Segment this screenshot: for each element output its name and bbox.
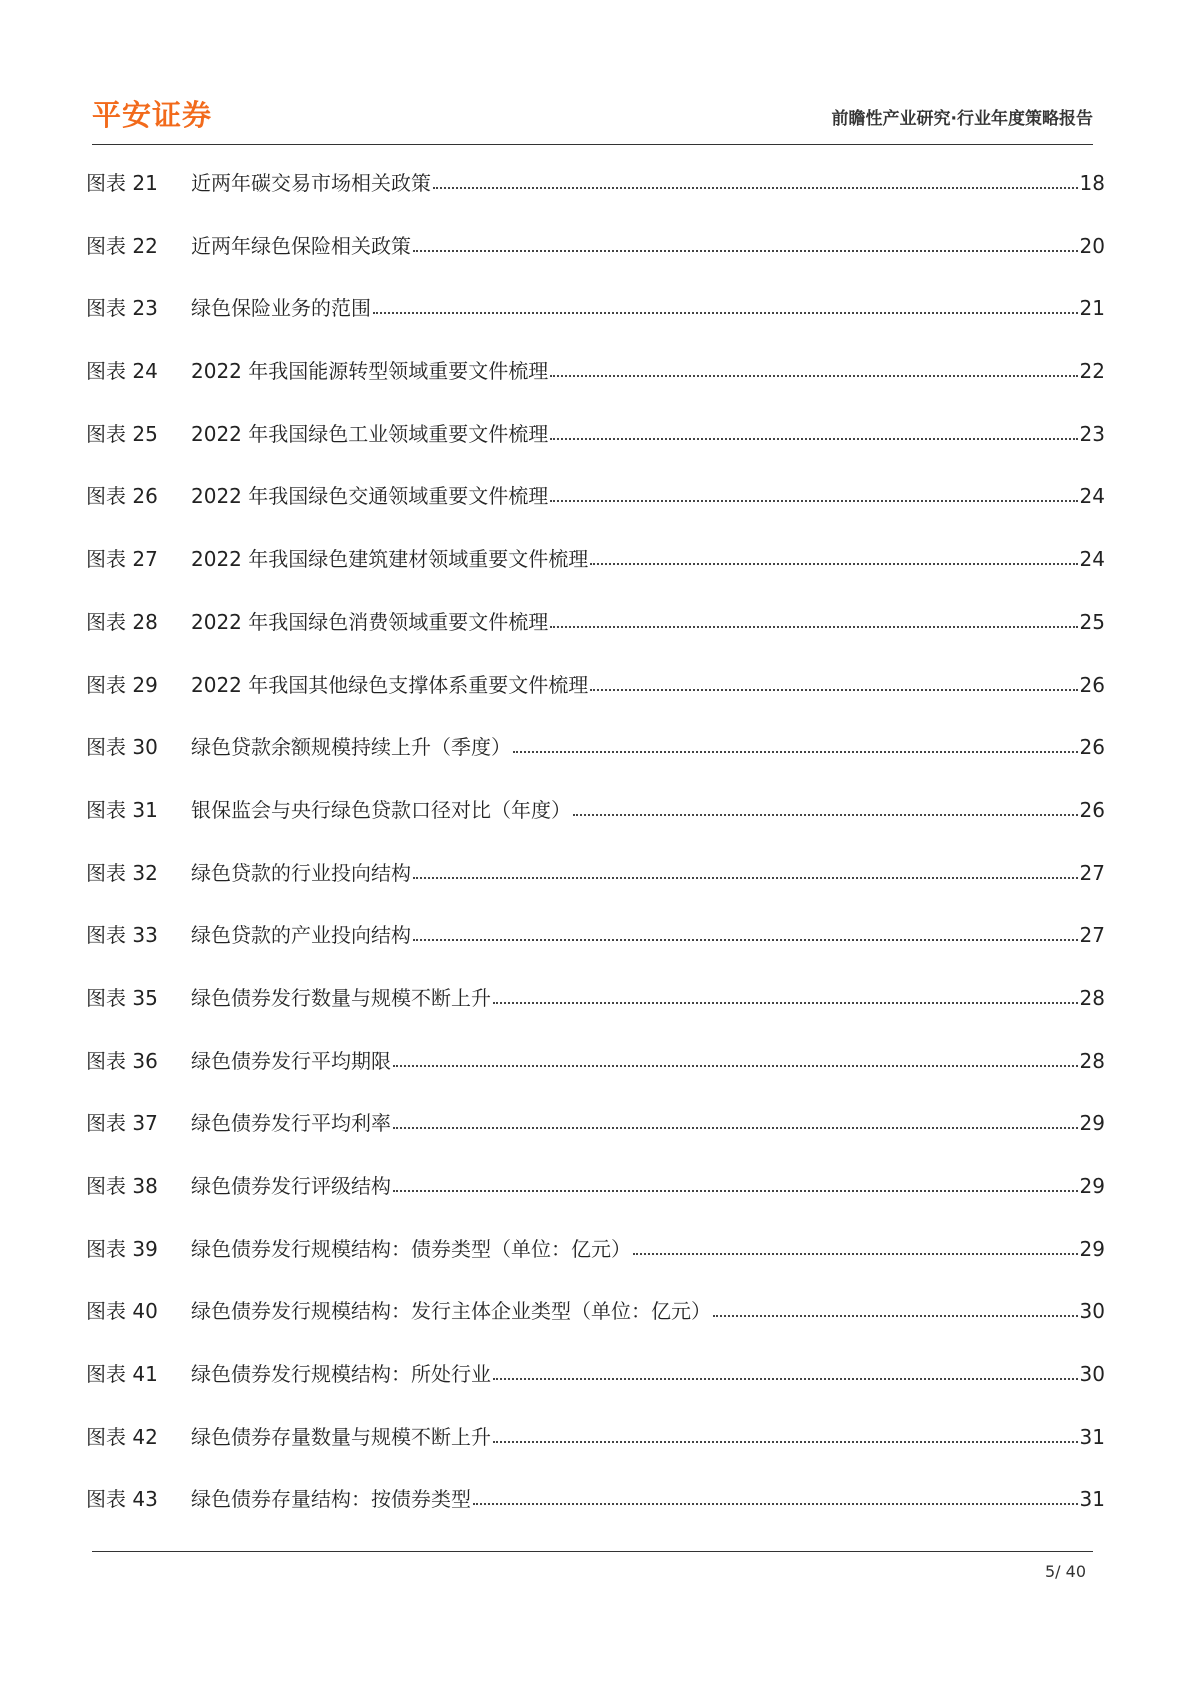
toc-entry[interactable] xyxy=(86,171,1105,234)
toc-page-number: 24 xyxy=(1079,484,1105,509)
toc-leader-dots xyxy=(413,877,1078,879)
toc-figure-title: 绿色债券发行平均期限 xyxy=(191,1048,391,1073)
toc-figure-label: 图表 23 xyxy=(86,296,158,321)
toc-leader-dots xyxy=(413,939,1078,941)
toc-figure-title: 2022 年我国能源转型领域重要文件梳理 xyxy=(191,359,549,384)
toc-leader-dots xyxy=(713,1315,1078,1317)
report-title: 前瞻性产业研究·行业年度策略报告 xyxy=(831,109,1093,129)
header-divider xyxy=(92,144,1093,145)
toc-page-number: 28 xyxy=(1079,985,1105,1010)
toc-page-number: 23 xyxy=(1079,421,1105,446)
toc-figure-label: 图表 26 xyxy=(86,484,158,509)
toc-entry[interactable] xyxy=(86,234,1105,297)
toc-leader-dots xyxy=(373,312,1078,314)
toc-figure-title: 2022 年我国绿色交通领域重要文件梳理 xyxy=(191,484,549,509)
toc-figure-title: 绿色债券存量结构：按债券类型 xyxy=(191,1487,471,1512)
toc-figure-title: 绿色债券发行评级结构 xyxy=(191,1174,391,1198)
toc-figure-title: 2022 年我国绿色工业领域重要文件梳理 xyxy=(191,421,549,446)
toc-leader-dots xyxy=(573,814,1078,816)
toc-figure-title: 绿色保险业务的范围 xyxy=(191,296,371,321)
toc-figure-label: 图表 40 xyxy=(86,1299,158,1324)
toc-figure-label: 图表 41 xyxy=(86,1362,158,1387)
toc-figure-title: 绿色债券发行平均利率 xyxy=(191,1111,391,1136)
toc-leader-dots xyxy=(590,689,1077,691)
toc-page-number: 26 xyxy=(1079,797,1105,822)
toc-leader-dots xyxy=(513,751,1078,753)
toc-entry[interactable] xyxy=(86,1425,1105,1488)
toc-leader-dots xyxy=(590,563,1077,565)
toc-entry[interactable] xyxy=(86,1487,1105,1550)
toc-entry[interactable] xyxy=(86,735,1105,798)
toc-page-number: 29 xyxy=(1079,1111,1105,1136)
toc-figure-label: 图表 22 xyxy=(86,233,158,258)
toc-figure-label: 图表 27 xyxy=(86,547,158,572)
toc-leader-dots xyxy=(493,1002,1078,1004)
toc-figure-label: 图表 24 xyxy=(86,359,158,384)
toc-figure-label: 图表 31 xyxy=(86,797,158,822)
toc-entry[interactable] xyxy=(86,798,1105,861)
toc-figure-title: 绿色债券发行规模结构：债券类型（单位：亿元） xyxy=(191,1236,631,1261)
toc-page-number: 26 xyxy=(1079,672,1105,697)
toc-figure-title: 2022 年我国绿色消费领域重要文件梳理 xyxy=(191,609,549,634)
toc-entry[interactable] xyxy=(86,422,1105,485)
toc-figure-label: 图表 28 xyxy=(86,609,158,634)
toc-entry[interactable] xyxy=(86,547,1105,610)
toc-figure-label: 图表 30 xyxy=(86,735,158,760)
toc-figure-label: 图表 32 xyxy=(86,860,158,885)
toc-leader-dots xyxy=(413,250,1078,252)
toc-page-number: 21 xyxy=(1079,296,1105,321)
toc-entry[interactable] xyxy=(86,1111,1105,1174)
toc-figure-title: 绿色贷款的产业投向结构 xyxy=(191,923,411,948)
toc-page-number: 27 xyxy=(1079,923,1105,948)
footer-divider xyxy=(92,1551,1093,1552)
toc-figure-label: 图表 21 xyxy=(86,171,158,195)
toc-leader-dots xyxy=(550,500,1077,502)
toc-figure-title: 绿色债券存量数量与规模不断上升 xyxy=(191,1424,491,1449)
toc-leader-dots xyxy=(633,1253,1078,1255)
toc-page-number: 25 xyxy=(1079,609,1105,634)
toc-entry[interactable] xyxy=(86,923,1105,986)
toc-page-number: 26 xyxy=(1079,735,1105,760)
toc-figure-title: 绿色债券发行规模结构：所处行业 xyxy=(191,1362,491,1387)
toc-entry[interactable] xyxy=(86,359,1105,422)
toc-leader-dots xyxy=(433,187,1078,189)
toc-page-number: 18 xyxy=(1079,171,1105,195)
toc-figure-title: 绿色债券发行数量与规模不断上升 xyxy=(191,985,491,1010)
toc-entry[interactable] xyxy=(86,986,1105,1049)
toc-figure-title: 2022 年我国其他绿色支撑体系重要文件梳理 xyxy=(191,672,589,697)
toc-figure-label: 图表 29 xyxy=(86,672,158,697)
toc-figure-title: 银保监会与央行绿色贷款口径对比（年度） xyxy=(191,797,571,822)
toc-figure-label: 图表 37 xyxy=(86,1111,158,1136)
company-logo: 平安证券 xyxy=(92,98,213,132)
toc-entry[interactable] xyxy=(86,296,1105,359)
toc-figure-title: 绿色贷款的行业投向结构 xyxy=(191,860,411,885)
toc-leader-dots xyxy=(493,1441,1078,1443)
toc-leader-dots xyxy=(473,1503,1078,1505)
toc-entry[interactable] xyxy=(86,861,1105,924)
toc-figure-title: 绿色贷款余额规模持续上升（季度） xyxy=(191,735,511,760)
toc-figure-title: 近两年碳交易市场相关政策 xyxy=(191,171,431,195)
toc-figure-label: 图表 35 xyxy=(86,985,158,1010)
toc-entry[interactable] xyxy=(86,1174,1105,1237)
toc-entry[interactable] xyxy=(86,1299,1105,1362)
toc-leader-dots xyxy=(550,626,1077,628)
toc-page-number: 30 xyxy=(1079,1362,1105,1387)
toc-page-number: 29 xyxy=(1079,1174,1105,1198)
toc-entry[interactable] xyxy=(86,610,1105,673)
toc-page-number: 20 xyxy=(1079,233,1105,258)
toc-leader-dots xyxy=(493,1378,1078,1380)
toc-page-number: 30 xyxy=(1079,1299,1105,1324)
table-of-figures xyxy=(86,171,1105,1550)
toc-page-number: 27 xyxy=(1079,860,1105,885)
toc-page-number: 31 xyxy=(1079,1424,1105,1449)
toc-figure-label: 图表 25 xyxy=(86,421,158,446)
toc-figure-label: 图表 36 xyxy=(86,1048,158,1073)
toc-leader-dots xyxy=(550,438,1077,440)
toc-entry[interactable] xyxy=(86,673,1105,736)
toc-figure-label: 图表 42 xyxy=(86,1424,158,1449)
toc-figure-label: 图表 43 xyxy=(86,1487,158,1512)
toc-entry[interactable] xyxy=(86,1237,1105,1300)
toc-page-number: 29 xyxy=(1079,1236,1105,1261)
toc-leader-dots xyxy=(550,375,1077,377)
page-number: 5/ 40 xyxy=(1044,1562,1086,1581)
toc-figure-title: 近两年绿色保险相关政策 xyxy=(191,233,411,258)
toc-leader-dots xyxy=(393,1065,1078,1067)
toc-figure-label: 图表 33 xyxy=(86,923,158,948)
toc-figure-label: 图表 39 xyxy=(86,1236,158,1261)
toc-page-number: 22 xyxy=(1079,359,1105,384)
toc-leader-dots xyxy=(393,1190,1078,1192)
toc-leader-dots xyxy=(393,1127,1078,1129)
toc-figure-title: 2022 年我国绿色建筑建材领域重要文件梳理 xyxy=(191,547,589,572)
toc-page-number: 28 xyxy=(1079,1048,1105,1073)
toc-entry[interactable] xyxy=(86,1362,1105,1425)
toc-page-number: 24 xyxy=(1079,547,1105,572)
toc-entry[interactable] xyxy=(86,1049,1105,1112)
toc-figure-label: 图表 38 xyxy=(86,1174,158,1198)
toc-entry[interactable] xyxy=(86,484,1105,547)
toc-figure-title: 绿色债券发行规模结构：发行主体企业类型（单位：亿元） xyxy=(191,1299,711,1324)
toc-page-number: 31 xyxy=(1079,1487,1105,1512)
